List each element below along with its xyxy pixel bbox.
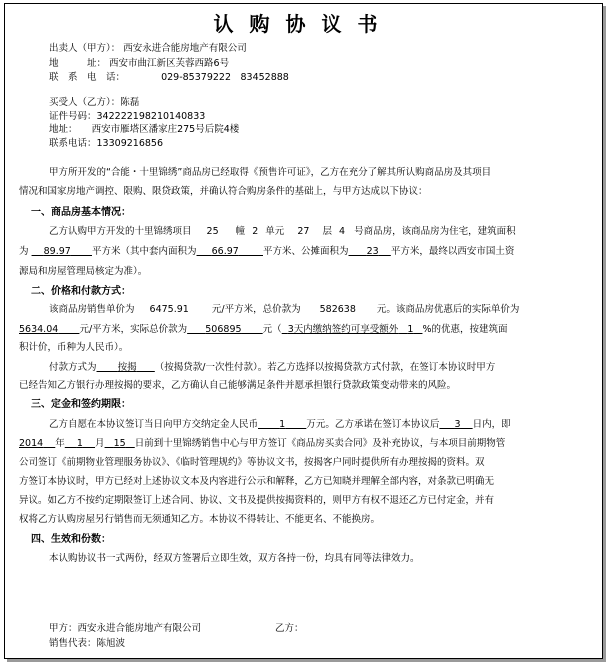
s3-text: 年 (55, 438, 65, 449)
s3-text: 万元。乙方承诺在签订本协议后 (306, 419, 440, 430)
section-3-line-6: 权将乙方认购房屋另行销售而无须通知乙方。本协议不得转让、不能更名、不能换房。 (19, 514, 381, 525)
s2-text: （按揭贷款/一次性付款）。若乙方选择以按揭贷款方式付款，在签订本协议时甲方 (154, 362, 496, 373)
section-2-line-2 (19, 324, 507, 336)
s3-text: 乙方自愿在本协议签订当日向甲方交纳定金人民币 (49, 419, 259, 430)
extra-discount (398, 324, 422, 335)
buyer-phone: 13309216856 (96, 138, 164, 149)
real-total-price-value: 506895 (205, 324, 242, 335)
s1-text: 平方米，最终以西安市国土资 (390, 246, 515, 257)
seller-address-row (49, 58, 229, 70)
s1-text: 幢 (235, 226, 246, 237)
section-4-title: 四、生效和份数： (31, 534, 111, 545)
s1-text: 号商品房，该商品房为住宅，建筑面积 (354, 226, 516, 237)
section-1-line-2 (19, 246, 514, 258)
s1-text: 层 (322, 226, 332, 237)
deadline-day (105, 438, 135, 449)
buyer-id-label: 证件号码： (49, 111, 97, 122)
party-b-label: 乙方： (275, 623, 304, 634)
section-4-line-1: 本认购协议书一式两份，经双方签署后立即生效，双方各持一份，均具有同等法律效力。 (49, 553, 420, 564)
section-2-line-5: 已经告知乙方银行办理按揭的要求，乙方确认自己能够满足条件并愿承担银行贷款政策变动带来的风险。 (19, 380, 457, 391)
s2-text: 付款方式为 (49, 362, 97, 373)
s1-text: 乙方认购甲方开发的十里锦绣项目 (49, 226, 192, 237)
section-3-line-4: 方签订本协议时，甲方已经对上述协议文本及内容进行公示和解释，乙方已知晓并理解全部内容，对条款已明确无 (19, 476, 495, 487)
building-area (32, 246, 92, 257)
seller-name-row (49, 43, 247, 55)
room-number: 4 (339, 226, 346, 237)
intro-line-1: 甲方所开发的“合能・十里锦绣”商品房已经取得《预售许可证》，乙方在充分了解其所认购商品房及其项目 (49, 167, 492, 178)
section-3-line-1 (49, 419, 511, 431)
section-2-line-3: 积计价，币种为人民币）。 (19, 342, 129, 353)
section-2-title: 二、价格和付款方式： (31, 286, 131, 297)
buyer-address: 西安市雁塔区潘家庄275号后院4楼 (91, 124, 240, 135)
section-2-line-4 (49, 362, 495, 374)
payment-method-value: 按揭 (117, 362, 137, 373)
extra-discount-value: 1 (407, 324, 414, 335)
signing-days (439, 419, 472, 430)
shared-area (349, 246, 391, 257)
section-1-title: 一、商品房基本情况： (31, 207, 131, 218)
buyer-name-label: 买受人（乙方）： (49, 97, 121, 108)
seller-phone: 029-85379222 83452888 (161, 72, 289, 83)
buyer-phone-row (49, 138, 163, 150)
buyer-address-row (49, 124, 239, 136)
section-2-line-1 (49, 304, 519, 316)
buyer-name: 陈磊 (120, 97, 140, 108)
deadline-day-value: 15 (113, 438, 126, 449)
sales-rep-name: 陈旭波 (96, 638, 126, 649)
deadline-month (65, 438, 95, 449)
intro-line-2: 情况和国家房地产调控、限购、限贷政策，并确认符合购房条件的基础上，与甲方达成以下协议： (19, 186, 428, 197)
buyer-phone-label: 联系电话： (49, 138, 97, 149)
real-total-price (187, 324, 263, 335)
section-3-line-2 (19, 438, 505, 450)
deposit-amount-value: 1 (279, 419, 286, 430)
floor-number: 27 (297, 226, 310, 237)
unit-price: 6475.91 (149, 304, 189, 315)
shared-area-value: 23 (366, 246, 379, 257)
section-3-line-3: 公司签订《前期物业管理服务协议》、《临时管理规约》等协议文书，按揭客户同时提供所有办理按揭的资料。双 (19, 457, 485, 468)
party-a-name: 西安永进合能房地产有限公司 (77, 623, 202, 634)
s3-text: 日内，即 (472, 419, 511, 430)
s1-text: 平方米（其中套内面积为 (91, 246, 197, 257)
seller-name: 西安永进合能房地产有限公司 (123, 43, 247, 54)
deposit-amount (258, 419, 306, 430)
s3-text: 日前到十里锦绣销售中心与甲方签订《商品房买卖合同》及补充协议，与本项目前期物管 (134, 438, 506, 449)
deadline-year (19, 438, 55, 449)
payment-method (97, 362, 155, 373)
real-unit-price (19, 324, 79, 335)
section-3-line-5: 异议。如乙方不按约定期限签订上述合同、协议、文书及提供按揭资料的，则甲方有权不退还乙方已付定金，并有 (19, 495, 495, 506)
buyer-address-label: 地址： (49, 124, 78, 135)
section-1-line-3: 源局和房屋管理局核定为准）。 (19, 266, 148, 277)
sales-representative (49, 638, 125, 650)
deadline-month-value: 1 (76, 438, 83, 449)
party-a-label: 甲方： (49, 623, 78, 634)
s2-text: 元/平方米，实际总价款为 (79, 324, 188, 335)
s1-text: 单元 (265, 226, 285, 237)
s2-text: 元（ (262, 324, 282, 335)
building-number: 25 (206, 226, 219, 237)
seller-name-label: 出卖人（甲方）： (49, 43, 121, 54)
inner-area-value: 66.97 (211, 246, 239, 257)
real-unit-price-value: 5634.04 (19, 324, 59, 335)
seller-phone-row (49, 72, 289, 84)
building-area-value: 89.97 (43, 246, 71, 257)
inner-area (197, 246, 263, 257)
party-b-signature (275, 623, 304, 635)
buyer-id-row (49, 111, 205, 123)
s1-text: 平方米、公摊面积为 (262, 246, 349, 257)
unit-number: 2 (252, 226, 259, 237)
signing-days-value: 3 (454, 419, 461, 430)
agreement-document (4, 3, 603, 659)
s2-text: %的优惠，按建筑面 (422, 324, 508, 335)
s3-text: 月 (95, 438, 105, 449)
s2-text: 元/平方米，总价款为 (211, 304, 301, 315)
party-a-signature (49, 623, 201, 635)
section-3-title: 三、定金和签约期限： (31, 399, 131, 410)
s1-text: 为 (19, 246, 29, 257)
deadline-year-value: 2014 (19, 438, 44, 449)
buyer-id: 342222198210140833 (96, 111, 206, 122)
buyer-name-row (49, 97, 139, 109)
seller-address: 西安市曲江新区芙蓉西路6号 (109, 58, 230, 69)
discount-condition (282, 324, 399, 335)
seller-phone-label: 联 系 电 话： (49, 72, 126, 83)
s2-text: 该商品房销售单价为 (49, 304, 135, 315)
sales-rep-label: 销售代表： (49, 638, 97, 649)
seller-address-label: 地 址： (49, 58, 107, 69)
document-title: 认购协议书 (213, 12, 394, 36)
total-price: 582638 (319, 304, 356, 315)
discount-condition-text: 3天内缴纳签约可享受额外 (287, 324, 399, 335)
s2-text: 元。该商品房优惠后的实际单价为 (376, 304, 520, 315)
section-1-line-1 (49, 226, 516, 238)
